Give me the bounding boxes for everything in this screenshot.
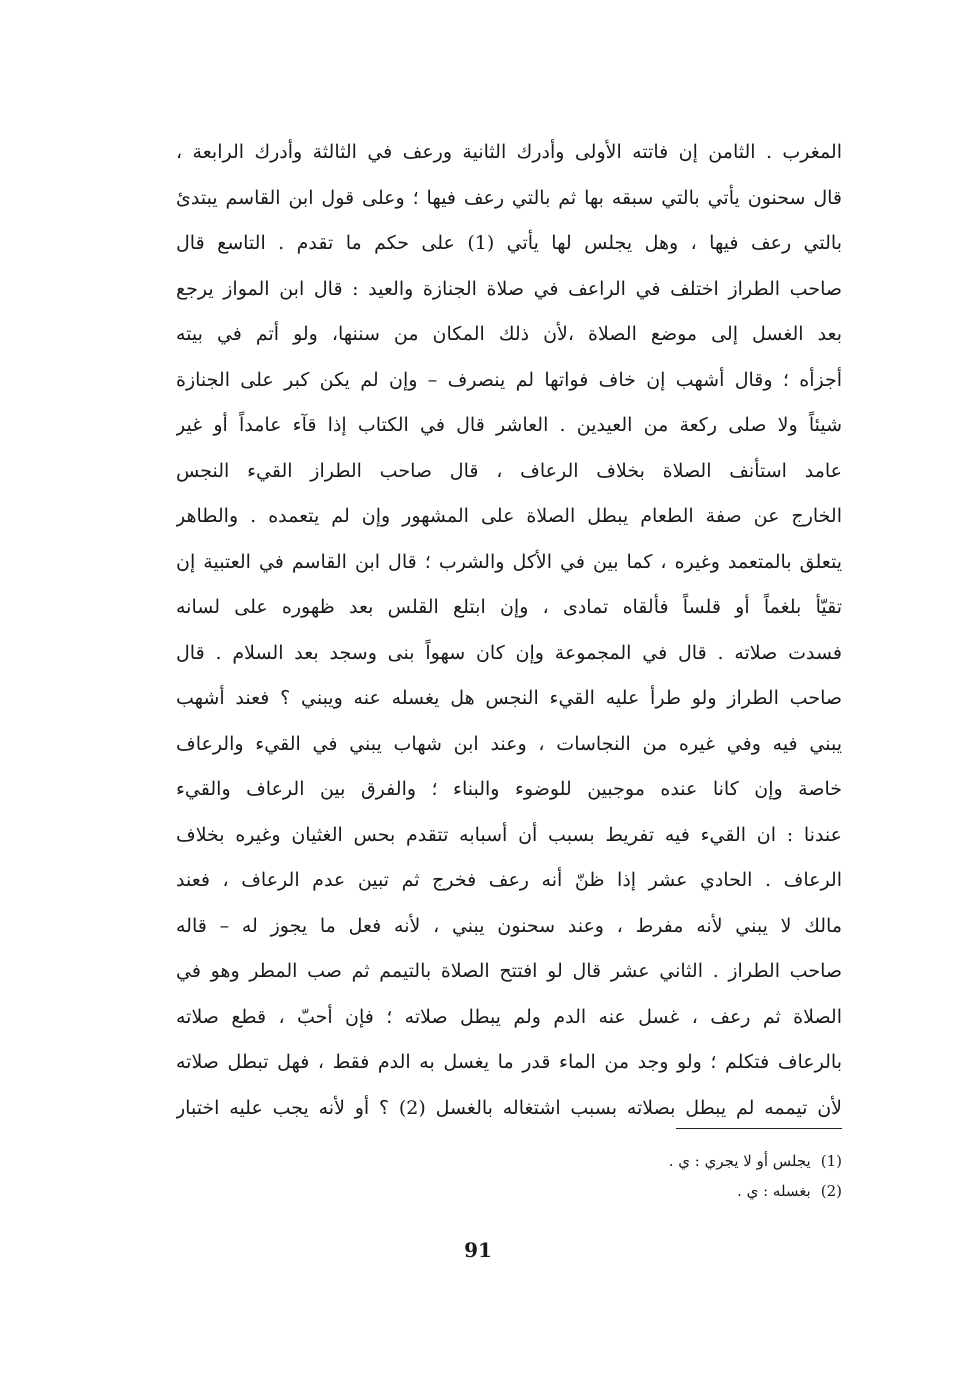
body-line-16: عندنا : ان القيء فيه تفريط بسبب أن أسبابه تتقدم بحس الغثيان وغيره بخلاف — [176, 823, 842, 846]
body-text — [176, 130, 842, 1131]
body-line-17: الرعاف . الحادي عشر إذا ظنّ أنه رعف فخرج ثم تبين عدم الرعاف ، فعند — [176, 869, 842, 891]
body-line-18: مالك لا يبني لأنه مفرط ، وعند سحنون يبني ، لأنه فعل ما يجوز له – قاله — [176, 914, 842, 937]
body-line-22: لأن تيممه لم يبطل بصلاته بسبب اشتغاله بالغسل (2) ؟ أو لأنه يجب عليه اختبار — [176, 1096, 842, 1119]
body-line-21: بالرعاف فتكلم ؛ ولو وجد من الماء قدر ما يغسل به الدم فقط ، فهل تبطل صلاته — [176, 1051, 842, 1073]
footnote-number: (1) — [820, 1152, 842, 1170]
body-line-7: شيئاً ولا صلى ركعة من العيدين . العاشر قال في الكتاب إذا قآء عامداً أو غير — [176, 414, 842, 436]
footnote-number: (2) — [820, 1182, 842, 1200]
body-line-2: قال سحنون يأتي بالتي سبقه بها ثم بالتي رعف فيها ؛ وعلى قول ابن القاسم يبتدئ — [176, 186, 842, 209]
body-line-13: صاحب الطراز ولو طرأ عليه القيء النجس هل يغسله عنه ويبني ؟ فعند أشهب — [176, 687, 842, 709]
body-line-3: بالتي رعف فيها ، وهل يجلس لها يأتي (1) على حكم ما تقدم . التاسع قال — [176, 232, 842, 254]
footnote-text: يجلس أو لا يجري : ي . — [668, 1152, 811, 1170]
body-line-11: تقيّأ بلغماً أو قلساً فألقاه تمادى ، وإن ابتلع القلس بعد ظهوره على لسانه — [176, 596, 842, 618]
body-line-5: بعد الغسل إلى موضع الصلاة ،لأن ذلك المكان من سننها، ولو أتم في بيته — [176, 323, 842, 345]
body-line-1: المغرب . الثامن إن فاتته الأولى وأدرك الثانية ورعف في الثالثة وأدرك الرابعة ، — [176, 141, 842, 163]
page-number: 91 — [464, 1238, 492, 1262]
body-line-8: عامد استأنف الصلاة بخلاف الرعاف ، قال صاحب الطراز القيء النجس — [176, 459, 842, 482]
body-line-14: يبني فيه وفي غيره من النجاسات ، وعند ابن شهاب يبني في القيء والرعاف — [176, 732, 842, 755]
footnote-1 — [500, 1146, 842, 1176]
footnotes — [500, 1146, 842, 1206]
footnote-divider — [676, 1128, 842, 1129]
body-line-20: الصلاة ثم رعف ، غسل عنه الدم ولم يبطل صلاته ؛ فإن أحبّ ، قطع صلاته — [176, 1005, 842, 1028]
body-line-19: صاحب الطراز . الثاني عشر قال لو افتتح الصلاة بالتيمم ثم صب المطر وهو في — [176, 960, 842, 982]
body-line-4: صاحب الطراز اختلف في الراعف في صلاة الجنازة والعيد : قال ابن المواز يرجع — [176, 277, 842, 300]
body-line-10: يتعلق بالمتعمد وغيره ، كما بين في الأكل والشرب ؛ قال ابن القاسم في العتبية إن — [176, 550, 842, 573]
body-line-12: فسدت صلاته . قال في المجموعة وإن كان سهواً بنى وسجد بعد السلام . قال — [176, 641, 842, 664]
footnote-2 — [500, 1176, 842, 1206]
body-line-9: الخارج عن صفة الطعام يبطل الصلاة على المشهور وإن لم يتعمده . والطاهر — [176, 505, 842, 527]
body-line-15: خاصة وإن كانا عنده موجبين للوضوء والبناء ؛ والفرق بين الرعاف والقيء — [176, 778, 842, 800]
footnote-text: بغسله : ي . — [737, 1182, 811, 1200]
body-line-6: أجزأه ؛ وقال أشهب إن خاف فواتها لم ينصرف – وإن لم يكن كبر على الجنازة — [176, 368, 842, 391]
